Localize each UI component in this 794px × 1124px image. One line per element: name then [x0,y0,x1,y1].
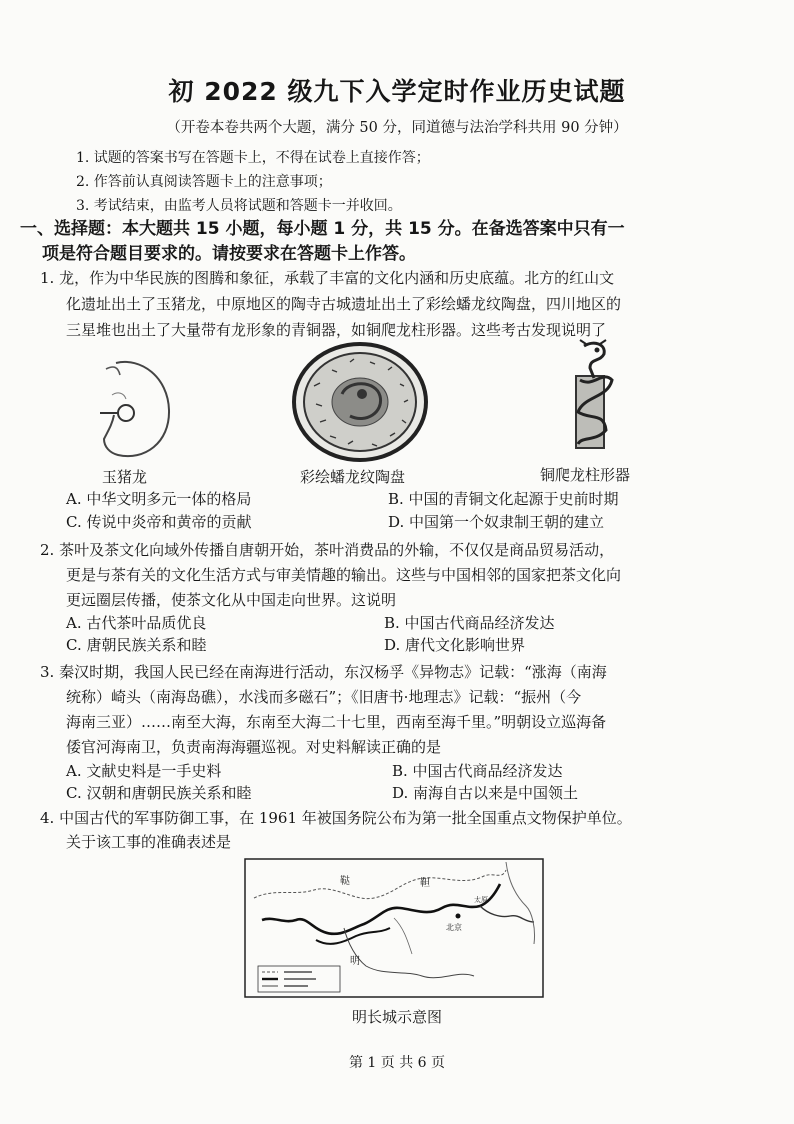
option-a: A. 古代茶叶品质优良 [66,614,207,632]
painted-dragon-plate-image [290,340,430,464]
option-c: C. 唐朝民族关系和睦 [66,636,207,654]
map-label: 靼 [420,878,430,889]
image-caption-3: 铜爬龙柱形器 [540,466,631,484]
option-b: B. 中国古代商品经济发达 [392,762,563,780]
page-number: 第 1 页 共 6 页 [348,1055,446,1071]
section-heading-line-2: 项是符合题目要求的。请按要求在答题卡上作答。 [42,244,416,264]
map-label: 鞑 [340,876,350,887]
option-c: C. 传说中炎帝和黄帝的贡献 [66,513,252,531]
image-caption-1: 玉猪龙 [102,468,148,486]
instruction-1: 1. 试题的答案书写在答题卡上，不得在试卷上直接作答； [76,150,430,166]
question-line: 统称）崎头（南海岛礁），水浅而多磁石”；《旧唐书·地理志》记载：“振州（今 [66,688,582,706]
question-line: 更远圈层传播，使茶文化从中国走向世界。这说明 [66,591,397,609]
question-line: 海南三亚）……南至大海，东南至大海二十七里，西南至海千里。”明朝设立巡海备 [66,713,607,731]
section-heading-line-1: 一、选择题：本大题共 15 小题，每小题 1 分，共 15 分。在备选答案中只有一 [20,219,625,239]
map-label: 明 [350,956,360,967]
question-line: 4. 中国古代的军事防御工事，在 1961 年被国务院公布为第一批全国重点文物保护单位。 [40,809,632,827]
option-d: D. 南海自古以来是中国领土 [392,784,579,802]
option-b: B. 中国的青铜文化起源于史前时期 [388,490,619,508]
instruction-3: 3. 考试结束，由监考人员将试题和答题卡一并收回。 [76,198,402,214]
jade-pig-dragon-image [96,355,176,465]
image-caption-2: 彩绘蟠龙纹陶盘 [300,468,406,486]
question-line: 1. 龙，作为中华民族的图腾和象征，承载了丰富的文化内涵和历史底蕴。北方的红山文 [40,269,615,287]
option-a: A. 文献史料是一手史料 [66,762,222,780]
ming-great-wall-map [244,858,544,998]
map-label: 北京 [446,923,462,932]
question-line: 化遗址出土了玉猪龙，中原地区的陶寺古城遗址出土了彩绘蟠龙纹陶盘，四川地区的 [66,295,622,313]
map-caption: 明长城示意图 [351,1008,442,1026]
option-a: A. 中华文明多元一体的格局 [66,490,252,508]
option-b: B. 中国古代商品经济发达 [384,614,555,632]
question-line: 三星堆也出土了大量带有龙形象的青铜器，如铜爬龙柱形器。这些考古发现说明了 [66,321,607,339]
option-d: D. 唐代文化影响世界 [384,636,526,654]
option-c: C. 汉朝和唐朝民族关系和睦 [66,784,252,802]
question-line: 3. 秦汉时期，我国人民已经在南海进行活动，东汉杨孚《异物志》记载：“涨海（南海 [40,663,607,681]
question-line: 2. 茶叶及茶文化向域外传播自唐朝开始，茶叶消费品的外输，不仅仅是商品贸易活动， [40,541,615,559]
option-d: D. 中国第一个奴隶制王朝的建立 [388,513,605,531]
page-title: 初 2022 级九下入学定时作业历史试题 [168,77,626,106]
exam-subtitle: （开卷本卷共两个大题，满分 50 分，同道德与法治学科共用 90 分钟） [166,120,628,136]
question-line: 更是与茶有关的文化生活方式与审美情趣的输出。这些与中国相邻的国家把茶文化向 [66,566,622,584]
instruction-2: 2. 作答前认真阅读答题卡上的注意事项； [76,174,332,190]
question-line: 倭官河海南卫，负责南海海疆巡视。对史料解读正确的是 [66,738,442,756]
map-label: 太原 [474,896,488,904]
question-line: 关于该工事的准确表述是 [66,833,232,851]
bronze-dragon-column-image [560,340,620,450]
